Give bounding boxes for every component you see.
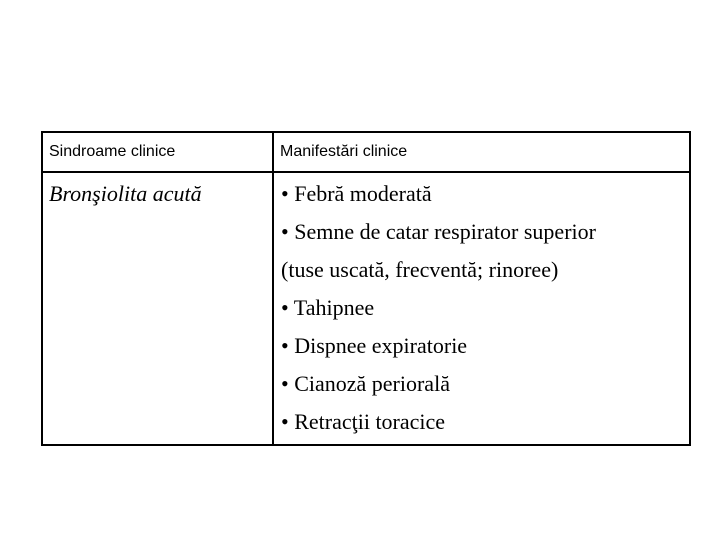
manifestation-item: • Dispnee expiratorie [281, 333, 468, 358]
manifestation-item: • Retracţii toracice [281, 409, 446, 434]
clinical-table [41, 131, 691, 446]
syndrome-cell: Bronşiolita acută [49, 181, 202, 206]
header-divider [43, 171, 689, 173]
column-divider [272, 133, 274, 444]
manifestation-item: • Tahipnee [281, 295, 375, 320]
manifestation-item: • Febră moderată [281, 181, 432, 206]
manifestation-item: (tuse uscată, frecventă; rinoree) [281, 257, 559, 282]
header-manifestations: Manifestări clinice [280, 143, 408, 160]
header-syndromes: Sindroame clinice [49, 143, 176, 160]
manifestations-list [281, 175, 686, 441]
manifestation-item: • Cianoză periorală [281, 371, 450, 396]
manifestation-item: • Semne de catar respirator superior [281, 219, 596, 244]
